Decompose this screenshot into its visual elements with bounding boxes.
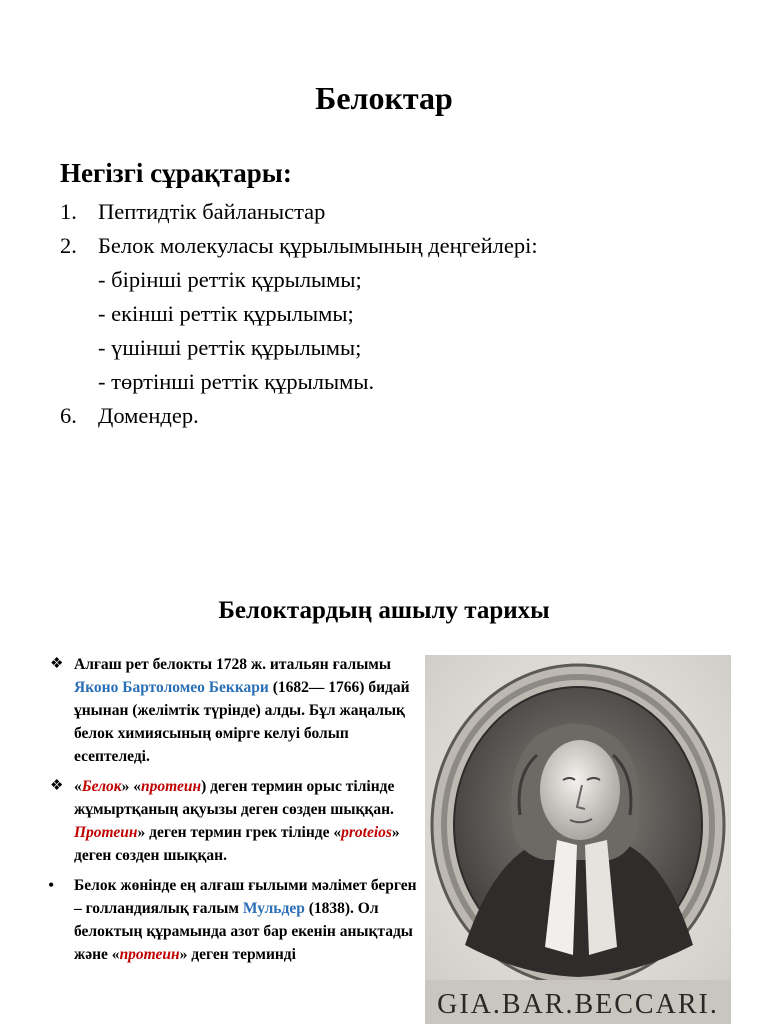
history-text <box>48 653 420 973</box>
paragraph-text: Белок жөнінде ең алғаш ғылыми мәлімет берген – голландиялық ғалым <box>74 877 417 917</box>
slide-title: Белоктар <box>315 80 453 116</box>
questions-list <box>60 195 740 433</box>
term-highlight: Белок <box>81 778 122 795</box>
paragraph-text: « <box>74 778 82 795</box>
sub-list-item: - үшінші реттік құрылымы; <box>98 335 362 360</box>
sub-list-item: - бірінші реттік құрылымы; <box>98 267 362 292</box>
term-highlight: Протеин <box>74 824 138 841</box>
questions-heading: Негізгі сұрақтары: <box>60 158 292 188</box>
paragraph-text: (1682— 1766) бидай ұнынан (желімтік түрінде) алды. Бұл жаңалық белок химиясының өмірге келуі болып есептеледі. <box>74 679 410 765</box>
paragraph-text: » деген термин грек тілінде « <box>137 824 342 841</box>
paragraph-text: ) деген термин орыс тілінде жұмыртқаның ақуызы деген сөзден шыққан. <box>74 778 395 818</box>
paragraph-text: (1838). Ол белоктың құрамында азот бар екенін анықтады және « <box>74 900 413 963</box>
list-number: 2. <box>60 233 77 258</box>
list-item <box>60 229 740 263</box>
list-number: 6. <box>60 403 77 428</box>
portrait-caption: GIA.BAR.BECCARI. <box>437 989 719 1020</box>
paragraph-text: » деген терминді <box>179 946 296 963</box>
dot-bullet-icon: • <box>48 875 55 895</box>
section-title: Белоктардың ашылу тарихы <box>218 597 550 624</box>
scientist-name: Яконо Бартоломео Беккари <box>74 679 269 696</box>
sub-list-item: - екінші реттік құрылымы; <box>98 301 354 326</box>
history-paragraph-2 <box>48 775 420 867</box>
scientist-name: Мульдер <box>242 900 305 917</box>
term-highlight: протеин <box>119 946 180 963</box>
paragraph-text: » « <box>121 778 142 795</box>
list-item <box>60 195 740 229</box>
portrait-image <box>425 655 731 1024</box>
sub-list-item: - төртінші реттік құрылымы. <box>98 369 375 394</box>
list-item <box>60 399 740 433</box>
diamond-bullet-icon: ❖ <box>50 778 64 794</box>
diamond-bullet-icon: ❖ <box>50 656 64 672</box>
paragraph-text: » деген сөзден шыққан. <box>74 824 400 864</box>
paragraph-text: Алғаш рет белокты 1728 ж. итальян ғалымы <box>74 656 391 673</box>
term-highlight: протеин <box>141 778 202 795</box>
list-number: 1. <box>60 199 77 224</box>
list-text: Домендер. <box>98 403 199 428</box>
list-text: Пептидтік байланыстар <box>98 199 326 224</box>
history-paragraph-3 <box>48 874 420 966</box>
list-text: Белок молекуласы құрылымының деңгейлері: <box>98 233 538 258</box>
term-highlight: proteios <box>341 824 392 841</box>
history-paragraph-1 <box>48 653 420 768</box>
